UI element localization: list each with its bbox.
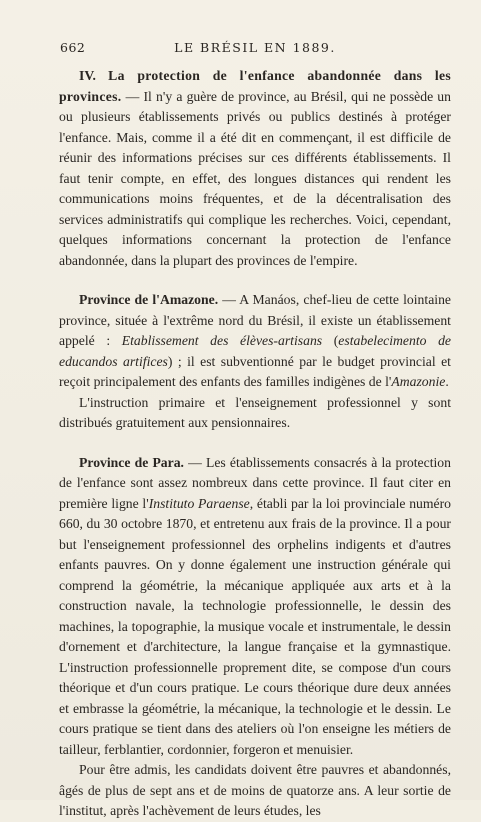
para-text-1: — Les établissements consacrés à la protection de l'enfance sont assez nombreux dans cette province. Il faut citer en première ligne l' [59,454,451,511]
section-number: IV. [79,68,96,83]
page-header [60,40,450,58]
amazone-text-3: . [445,374,449,389]
amazone-institution-pt: estabelecimento de educandos artifices [59,333,451,369]
page-number: 662 [60,40,86,55]
para-text-2: , établi par la loi provinciale numéro 660, du 30 octobre 1870, et entretenu aux frais de la province. Il a pour but l'enseignement professionnel des orphelins indigents et d'autres enfants pauvres. On y donne également une instruction générale qui comprend la géométrie, la mécanique appliquée aux arts et à la construction navale, la technologie professionnelle, le dessin des machines, la topographie, la musique vocale et instrumentale, le dessin d'ornement et d'architecture, la langue française et la gymnastique. L'instruction professionnelle proprement dite, se compose d'un cours théorique et d'un cours pratique. Le cours théorique dure deux années et embrasse la géométrie, la mécanique, la technologie et le dessin. Le cours pratique se tient dans des ateliers où l'on enseigne les métiers de tailleur, ferblantier, cordonnier, forgeron et menuisier. [59,495,452,757]
amazone-paragraph-2: L'instruction primaire et l'enseignement professionnel y sont distribués gratuitement aux pensionnaires. [59,394,451,430]
amazone-amazonie: Amazonie [391,374,446,389]
section-iv-paragraph [59,66,451,271]
running-title: LE BRÉSIL EN 1889. [174,40,336,55]
amazone-paren-open: ( [322,333,339,348]
amazone-text-1: — A Manáos, chef-lieu de cette lointaine province, située à l'extrême nord du Brésil, il existe un établissement appelé : [59,292,451,348]
para-paragraph [59,453,451,761]
amazone-paragraph [59,290,451,393]
amazone-institution-fr: Etablissement des élèves-artisans [121,333,323,348]
body-text [59,66,451,822]
section-iv-text: — Il n'y a guère de province, au Brésil, qui ne possède un ou plusieurs établissements privés ou publics destinés à protéger l'enfance. Mais, comme il a été dit en commençant, il est difficile de réunir des informations précises sur ces différents établissements. Il faut tenir compte, en effet, des longues distances qui rendent les communications moins fréquentes, et de la décentralisation des services administratifs qui complique les recherches. Voici, cependant, quelques informations concernant la protection de l'enfance abandonnée, dans la plupart des provinces de l'empire. [59,88,451,268]
section-heading: La protection de l'enfance abandonnée dans les provinces. [59,68,451,104]
amazone-heading: Province de l'Amazone. [79,292,219,307]
para-heading: Province de Para. [79,454,184,470]
para-institution: Instituto Paraense [148,495,250,511]
para-paragraph-2: Pour être admis, les candidats doivent être pauvres et abandonnés, âgés de plus de sept ans et de moins de quatorze ans. A leur sortie de l'institut, après l'achèvement de leurs études, les [59,762,451,818]
amazone-text-2: ) ; il est subventionné par le budget provincial et reçoit principalement des enfants des familles indigènes de l' [59,353,451,389]
